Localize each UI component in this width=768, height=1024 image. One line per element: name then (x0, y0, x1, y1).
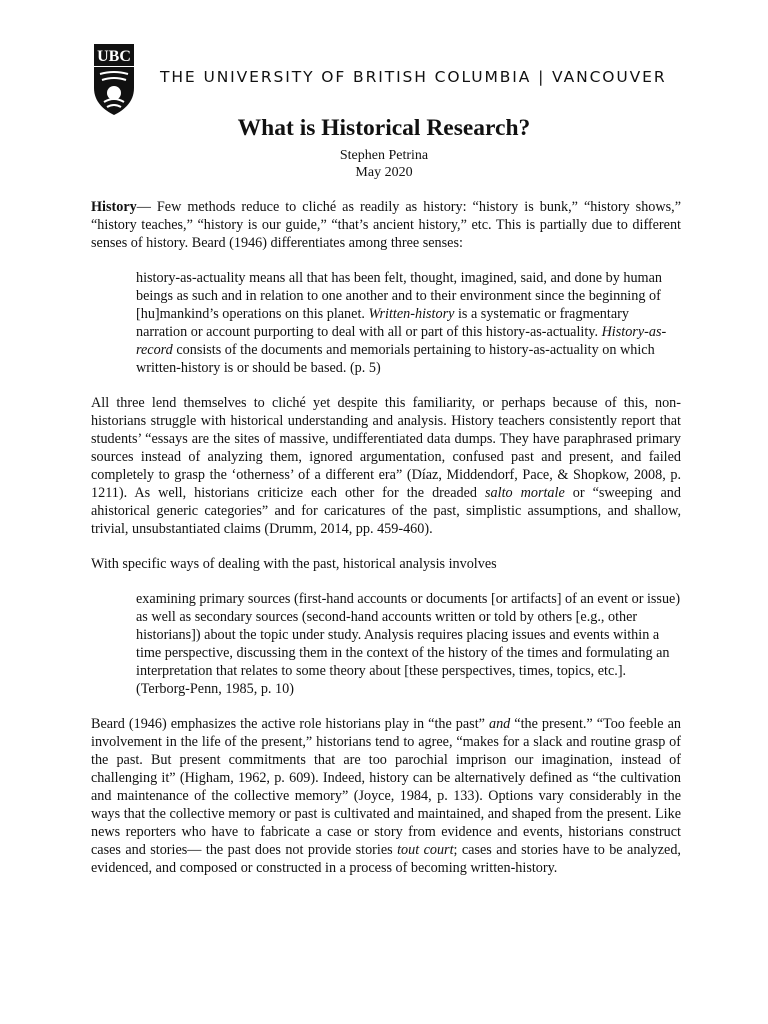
paragraph-beard (91, 715, 681, 877)
quote-text: is a systematic or fragmentary narration or account purporting to deal with all or part of this history-as-actuality. (136, 306, 629, 340)
paragraph-text: “the present.” “Too feeble an involvement in the life of the present,” historians tend to agree, “makes for a slack and routine grasp of the past. But present commitments that are too parochial imprison our imagination, instead of challenging it” (Higham, 1962, p. 609). Indeed, history can be alternatively defined as “the cultivation and maintenance of the collective memory” (Joyce, 1984, p. 133). Options vary considerably in the ways that the collective memory or past is cultivated and maintained, and shaped from the present. Like news reporters who have to fabricate a case or story from evidence and events, historians construct cases and stories— the past does not provide stories (91, 716, 681, 858)
quote-italic: Written-history (368, 306, 455, 322)
paragraph-cliche (91, 394, 681, 538)
block-quote-terborg-penn: examining primary sources (first-hand accounts or documents [or artifacts] of an event or issue) as well as secondary sources (second-hand accounts written or told by others [e.g., other historians]) about the topic under study. Analysis requires placing issues and events within a time perspective, discussing them in the context of the history of the times and formulating an interpretation that relates to some theory about [these perspectives, times, topics, etc.]. (Terborg-Penn, 1985, p. 10) (136, 591, 681, 697)
paragraph-italic: salto mortale (485, 485, 565, 501)
quote-text: consists of the documents and memorials pertaining to history-as-actuality on which written-history is or should be based. (p. 5) (136, 342, 655, 376)
document-author: Stephen Petrina (339, 148, 429, 163)
quote-italic: History-as-record (136, 324, 667, 358)
ubc-crest-logo (90, 44, 138, 116)
document-date: May 2020 (355, 165, 413, 180)
paragraph-text: or “sweeping and ahistorical generic categories” and for caricatures of the past, simplistic assumptions, and shallow, trivial, unsubstantiated claims (Drumm, 2014, pp. 459-460). (91, 485, 681, 537)
quote-text: history-as-actuality means all that has been felt, thought, imagined, said, and done by human beings as such and in relation to one another and to their environment since the beginning of [hu]mankind’s operations on this planet. (136, 270, 662, 322)
paragraph-text: — Few methods reduce to cliché as readily as history: “history is bunk,” “history shows,” “history teaches,” “history is our guide,” “that’s ancient history,” etc. This is partially due to different senses of history. Beard (1946) differentiates among three senses: (91, 199, 681, 251)
paragraph-analysis-intro: With specific ways of dealing with the past, historical analysis involves (91, 556, 497, 572)
university-name: THE UNIVERSITY OF BRITISH COLUMBIA | VANCOUVER (160, 68, 667, 86)
document-body (91, 198, 681, 894)
paragraph-text: Beard (1946) emphasizes the active role historians play in “the past” (91, 716, 489, 732)
paragraph-text: All three lend themselves to cliché yet despite this familiarity, or perhaps because of this, non-historians struggle with historical understanding and analysis. History teachers consistently report that students’ “essays are the sites of massive, undifferentiated data dumps. They have paraphrased primary sources instead of analyzing them, ignored argumentation, confused past and present, and failed completely to grasp the ‘otherness’ of a different era” (Díaz, Middendorf, Pace, & Shopkow, 2008, p. 1211). As well, historians criticize each other for the dreaded (91, 395, 681, 501)
paragraph-italic: and (488, 716, 511, 732)
letterhead (88, 44, 688, 124)
paragraph-history (91, 198, 681, 252)
paragraph-text: ; cases and stories have to be analyzed, evidenced, and composed or constructed in a process of becoming written-history. (91, 842, 681, 876)
paragraph-italic: tout court (397, 842, 454, 858)
logo-text: UBC (97, 48, 131, 65)
history-lead: History (91, 199, 137, 215)
block-quote-beard (136, 269, 681, 377)
document-title: What is Historical Research? (237, 115, 531, 141)
